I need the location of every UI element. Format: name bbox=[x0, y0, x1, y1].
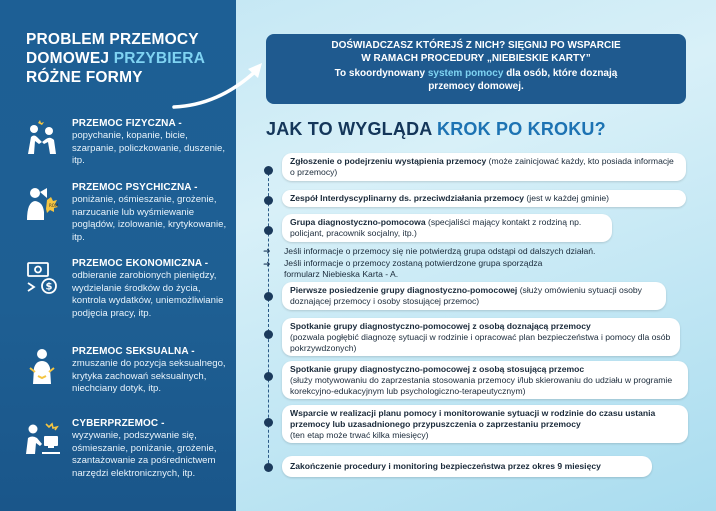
step-3 bbox=[282, 214, 612, 242]
note-2: Jeśli informacje o przemocy zostaną potwierdzone grupa sporządza formularz Niebieska Karta - A. bbox=[284, 258, 543, 279]
banner-line4: przemocy domowej. bbox=[428, 80, 524, 92]
step-6 bbox=[282, 361, 688, 399]
step-dot bbox=[264, 196, 273, 205]
form-economic bbox=[20, 258, 234, 320]
step-5-rest: (pozwala pogłębić diagnozę sytuacji w rodzinie i opracować plan bezpieczeństwa i pomocy dla osób pokrzywdzonych) bbox=[290, 331, 671, 353]
step-4-rest: (służy omówieniu sytuacji osoby doznającej przemocy i osoby stosującej przemoc) bbox=[290, 285, 642, 306]
step-6-bold: Spotkanie grupy diagnostyczno-pomocowej z osobą stosującą przemoc bbox=[290, 364, 585, 374]
banner-line2: W RAMACH PROCEDURY „NIEBIESKIE KARTY” bbox=[361, 52, 591, 64]
step-3-rest: (specjaliści mający kontakt z rodziną np. policjant, pracownik socjalny, itp.) bbox=[290, 217, 582, 238]
banner-line3a: To skoordynowany bbox=[334, 68, 426, 79]
step-5-bold: Spotkanie grupy diagnostyczno-pomocowej z osobą doznającą przemocy bbox=[290, 321, 591, 331]
form-cyber-desc: wyzywanie, podszywanie się, ośmieszanie, poniżanie, grożenie, szantażowanie za pośrednictwem narzędzi elektronicznych, itp. bbox=[72, 430, 217, 479]
left-title-line2a: DOMOWEJ bbox=[26, 50, 110, 67]
form-physical-desc: popychanie, kopanie, bicie, szarpanie, policzkowanie, duszenie, itp. bbox=[72, 130, 226, 167]
form-sexual-head: PRZEMOC SEKSUALNA - bbox=[72, 346, 195, 357]
note-1: Jeśli informacje o przemocy się nie potwierdzą grupa odstąpi od dalszych działań. bbox=[284, 246, 596, 256]
step-1 bbox=[282, 153, 686, 181]
left-title-line1: PROBLEM PRZEMOCY bbox=[26, 31, 199, 48]
arrow-right-icon: ➜ bbox=[263, 259, 271, 269]
form-psychological-head: PRZEMOC PSYCHICZNA - bbox=[72, 182, 198, 193]
step-8-bold: Zakończenie procedury i monitoring bezpieczeństwa przez okres 9 miesięcy bbox=[290, 461, 601, 471]
form-cyber bbox=[20, 418, 234, 480]
steps-title-a: JAK TO WYGLĄDA bbox=[266, 119, 432, 139]
curved-arrow-icon bbox=[170, 55, 270, 115]
step-7-rest: (ten etap może trwać kilka miesięcy) bbox=[290, 429, 429, 440]
left-title-line3: RÓŻNE FORMY bbox=[26, 69, 143, 86]
step-dot bbox=[264, 463, 273, 472]
step-4-bold: Pierwsze posiedzenie grupy diagnostyczno-pomocowej bbox=[290, 285, 518, 295]
step-dot bbox=[264, 418, 273, 427]
step-8 bbox=[282, 456, 652, 477]
step-dot bbox=[264, 166, 273, 175]
money-icon bbox=[20, 258, 64, 298]
step-dot bbox=[264, 330, 273, 339]
form-physical bbox=[20, 118, 234, 168]
form-psychological bbox=[20, 182, 234, 244]
step-1-rest: (może zainicjować każdy, kto posiada informacje o przemocy) bbox=[290, 156, 674, 177]
shouting-person-icon bbox=[20, 182, 64, 222]
form-sexual-desc: zmuszanie do pozycja seksualnego, krytyka zachowań seksualnych, niechciany dotyk, itp. bbox=[72, 358, 226, 395]
step-7 bbox=[282, 405, 688, 443]
form-physical-head: PRZEMOC FIZYCZNA - bbox=[72, 118, 182, 129]
computer-user-icon bbox=[20, 418, 64, 458]
step-2 bbox=[282, 190, 686, 207]
svg-text:$: $ bbox=[45, 281, 53, 293]
step-dot bbox=[264, 372, 273, 381]
harassed-person-icon bbox=[20, 346, 64, 386]
steps-title-b: KROK PO KROKU? bbox=[437, 119, 606, 139]
step-3-bold: Grupa diagnostyczno-pomocowa bbox=[290, 217, 426, 227]
step-dot bbox=[264, 226, 273, 235]
form-economic-desc: odbieranie zarobionych pieniędzy, wydzielanie środków do życia, kontrola wydatków, uniemożliwianie podjęcia pracy, itp. bbox=[72, 270, 224, 319]
banner-line1: DOŚWIADCZASZ KTÓREJŚ Z NICH? SIĘGNIJ PO WSPARCIE bbox=[331, 40, 621, 51]
step-1-bold: Zgłoszenie o podejrzeniu wystąpienia przemocy bbox=[290, 156, 487, 166]
form-psychological-desc: poniżanie, ośmieszanie, grożenie, narzucanie lub wyśmiewanie poglądów, izolowanie, krytykowanie, itp. bbox=[72, 194, 227, 243]
form-cyber-head: CYBERPRZEMOC - bbox=[72, 418, 165, 429]
step-2-rest: (jest w każdej gminie) bbox=[524, 193, 610, 203]
form-sexual bbox=[20, 346, 234, 396]
fighting-people-icon bbox=[20, 118, 64, 158]
step-7-bold: Wsparcie w realizacji planu pomocy i monitorowanie sytuacji w rodzinie do czasu ustania przemocy lub uzasadnionego przypuszczenia o zaprzestaniu przemocy bbox=[290, 408, 656, 429]
left-title-line2b: PRZYBIERA bbox=[113, 50, 206, 67]
banner-line3b: system pomocy bbox=[427, 68, 504, 79]
banner-line3c: dla osób, które doznają bbox=[506, 68, 618, 79]
step-2-bold: Zespół Interdyscyplinarny ds. przeciwdziałania przemocy bbox=[290, 193, 525, 203]
step-4 bbox=[282, 282, 666, 310]
arrow-right-icon: ➜ bbox=[263, 246, 271, 256]
step-dot bbox=[264, 292, 273, 301]
svg-text:ROM: ROM bbox=[49, 203, 59, 208]
form-economic-head: PRZEMOC EKONOMICZNA - bbox=[72, 258, 209, 269]
steps-title bbox=[266, 119, 606, 140]
step-5 bbox=[282, 318, 680, 356]
support-banner bbox=[266, 34, 686, 104]
step-6-rest: (służy motywowaniu do zaprzestania stosowania przemocy i/lub skierowaniu do udziału w programie korekcyjno-edukacyjnym lub psychologiczno-terapeutycznym) bbox=[290, 374, 673, 396]
